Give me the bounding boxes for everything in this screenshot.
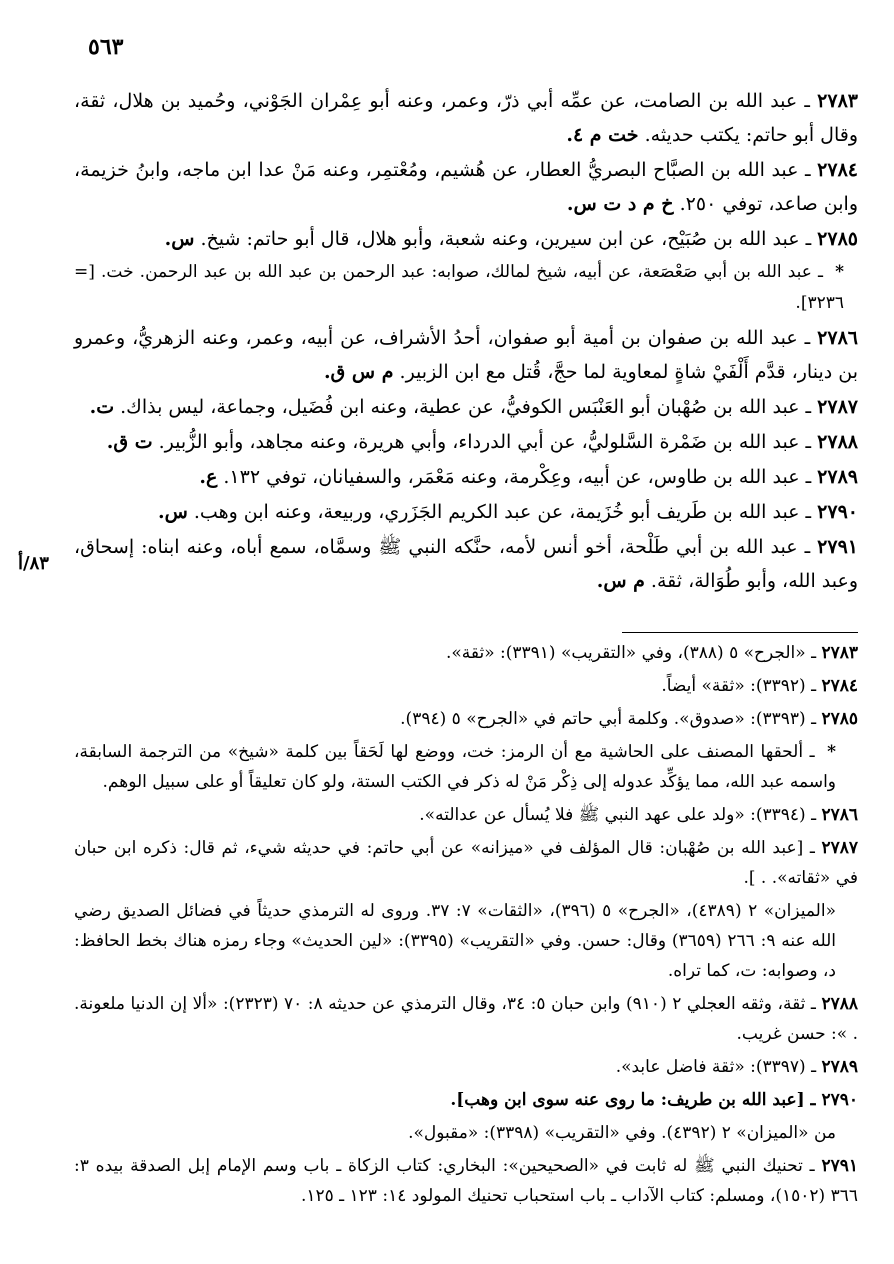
entry-text: ـ عبد الله بن صُهْبان أبو العَنْبَس الكوفيُّ، عن عطية، وعنه ابن فُضَيل، وجماعة، ليس بذاك.	[114, 396, 818, 418]
entry-2788	[74, 425, 858, 459]
footnote-number: ٢٧٨٥	[821, 709, 858, 729]
footnote-number: ٢٧٨٧	[821, 838, 858, 858]
footnote-divider	[622, 632, 858, 633]
star-marker: *	[835, 262, 844, 282]
footnote-text: ـ (٣٣٩٤): «ولد على عهد النبي ﷺ فلا يُسأل عن عدالته».	[419, 805, 822, 825]
footnote-2787	[74, 833, 858, 893]
entry-codes: م س ق.	[323, 361, 394, 383]
entry-number: ٢٧٨٧	[817, 396, 858, 418]
footnote-text: ـ (٣٣٩٣): «صدوق». وكلمة أبي حاتم في «الجرح» ٥ (٣٩٤).	[400, 709, 822, 729]
entry-number: ٢٧٨٣	[817, 90, 858, 112]
footnotes	[74, 638, 858, 1214]
footnote-number: ٢٧٨٩	[821, 1057, 858, 1077]
entry-2783	[74, 84, 858, 152]
footnote-number: ٢٧٩١	[821, 1156, 858, 1176]
entry-text: ـ عبد الله بن طَريف أبو خُزَيمة، عن عبد الكريم الجَزَري، وربيعة، وعنه ابن وهب.	[187, 501, 818, 523]
footnote-2784	[74, 671, 858, 701]
entry-number: ٢٧٨٥	[817, 228, 858, 250]
footnote-2787-continued	[74, 896, 858, 986]
entry-number: ٢٧٩٠	[817, 501, 858, 523]
entry-2787	[74, 390, 858, 424]
star-note-text: ـ عبد الله بن أبي صَعْصَعة، عن أبيه، شيخ لمالك، صوابه: عبد الرحمن بن عبد الله بن عبد الرحمن. خت. [= ٣٢٣٦].	[74, 262, 844, 313]
entry-codes: خت م ٤.	[566, 124, 639, 146]
entry-codes: ت.	[89, 396, 115, 418]
entry-codes: س.	[158, 501, 188, 523]
entry-number: ٢٧٨٦	[817, 327, 858, 349]
footnote-text: ـ (٣٣٩٢): «ثقة» أيضاً.	[661, 676, 822, 696]
footnote-2789	[74, 1052, 858, 1082]
footnote-2785	[74, 704, 858, 734]
footnote-text: «الميزان» ٢ (٤٣٨٩)، «الجرح» ٥ (٣٩٦)، «الثقات» ٧: ٣٧. وروى له الترمذي حديثاً في فضائل الصديق رضي الله عنه ٩: ٢٦٦ (٣٦٥٩) وقال: حسن. وفي «التقريب» (٣٣٩٥): «لين الحديث» وجاء رمزه هناك بخط الحافظ: د، وصوابه: ت، كما تراه.	[74, 901, 836, 981]
biography-entries	[74, 84, 858, 599]
entry-2790	[74, 495, 858, 529]
footnote-text: ـ (٣٣٩٧): «ثقة فاضل عابد».	[615, 1057, 822, 1077]
footnote-2786	[74, 800, 858, 830]
entry-text: ـ عبد الله بن صُبَيْح، عن ابن سيرين، وعنه شعبة، وأبو هلال، قال أبو حاتم: شيخ.	[194, 228, 818, 250]
entry-2791	[74, 530, 858, 598]
manuscript-folio-ref: ٨٣/أ	[18, 553, 49, 574]
entry-codes: س.	[164, 228, 195, 250]
footnote-number: ٢٧٨٣	[821, 643, 858, 663]
footnote-2788	[74, 989, 858, 1049]
footnote-text: ـ ألحقها المصنف على الحاشية مع أن الرمز: خت، ووضع لها لَحَقاً بين كلمة «شيخ» من الترجمة السابقة، واسمه عبد الله، مما يؤكِّد عدوله إلى ذِكْر مَنْ له ذكر في الكتب الستة، ولو كان تعليقاً أو على سبيل الوهم.	[74, 742, 836, 792]
footnote-2791	[74, 1151, 858, 1211]
entry-number: ٢٧٩١	[817, 536, 858, 558]
entry-text: ـ عبد الله بن أبي طَلْحة، أخو أنس لأمه، حنَّكه النبي ﷺ وسمَّاه، سمع أباه، وعنه ابناه: إسحاق، وعبد الله، وأبو طُوَالة، ثقة.	[74, 536, 858, 592]
entry-codes: ع.	[199, 466, 218, 488]
footnote-text: ـ «الجرح» ٥ (٣٨٨)، وفي «التقريب» (٣٣٩١): «ثقة».	[445, 643, 822, 663]
footnote-number: ٢٧٨٦	[821, 805, 858, 825]
footnote-text: من «الميزان» ٢ (٤٣٩٢). وفي «التقريب» (٣٣٩٨): «مقبول».	[408, 1123, 836, 1143]
footnote-number: ٢٧٩٠	[821, 1090, 858, 1110]
entry-text: ـ عبد الله بن طاوس، عن أبيه، وعِكْرمة، وعنه مَعْمَر، والسفيانان، توفي ١٣٢.	[217, 466, 818, 488]
entry-text: ـ عبد الله بن صفوان بن أمية أبو صفوان، أحدُ الأشراف، عن أبيه، وعمر، وعنه الزهريُّ، وعمرو بن دينار، قدَّم أَلْفَيْ شاةٍ لمعاوية لما حجَّ، قُتل مع ابن الزبير.	[74, 327, 858, 383]
star-marker: *	[827, 742, 836, 762]
entry-text: ـ عبد الله بن الصبَّاح البصريُّ العطار، عن هُشيم، ومُعْتمِر، وعنه مَنْ عدا ابن ماجه، وابنُ خزيمة، وابن صاعد، توفي ٢٥٠.	[74, 159, 858, 215]
page-number: ٥٦٣	[88, 34, 124, 60]
entry-2786	[74, 321, 858, 389]
entry-2785	[74, 222, 858, 256]
entry-text: ـ عبد الله بن الصامت، عن عمِّه أبي ذرّ، وعمر، وعنه أبو عِمْران الجَوْني، وحُميد بن هلال، ثقة، وقال أبو حاتم: يكتب حديثه.	[74, 90, 858, 146]
entry-2789	[74, 460, 858, 494]
footnote-text: ـ ثقة، وثقه العجلي ٢ (٩١٠) وابن حبان ٥: ٣٤، وقال الترمذي عن حديثه ٨: ٧٠ (٢٣٢٣): «ألا إن الدنيا ملعونة. . »: حسن غريب.	[74, 994, 858, 1044]
entry-number: ٢٧٨٩	[817, 466, 858, 488]
entry-codes: م س.	[596, 570, 645, 592]
entry-codes: خ م د ت س.	[566, 193, 674, 215]
footnote-text: ـ [عبد الله بن صُهْبان: قال المؤلف في «ميزانه» عن أبي حاتم: في حديثه شيء، ثم قال: ذكره ابن حبان في «ثقاته». . ].	[74, 838, 858, 888]
footnote-number: ٢٧٨٨	[821, 994, 858, 1014]
entry-number: ٢٧٨٨	[817, 431, 858, 453]
entry-2784	[74, 153, 858, 221]
entry-number: ٢٧٨٤	[817, 159, 858, 181]
footnote-2783	[74, 638, 858, 668]
entry-text: ـ عبد الله بن ضَمْرة السَّلوليُّ، عن أبي الدرداء، وأبي هريرة، وعنه مجاهد، وأبو الزُّبير.	[152, 431, 818, 453]
footnote-text: ـ تحنيك النبي ﷺ له ثابت في «الصحيحين»: البخاري: كتاب الزكاة ـ باب وسم الإمام إبل الصدقة بيده ٣: ٣٦٦ (١٥٠٢)، ومسلم: كتاب الآداب ـ باب استحباب تحنيك المولود ١٤: ١٢٣ ـ ١٢٥.	[74, 1156, 858, 1206]
footnote-2790-continued	[74, 1118, 858, 1148]
entry-codes: ت ق.	[106, 431, 153, 453]
footnote-text: ـ [عبد الله بن طريف: ما روى عنه سوى ابن وهب].	[450, 1090, 822, 1110]
footnote-2790	[74, 1085, 858, 1115]
footnote-star-note	[74, 737, 858, 797]
footnote-number: ٢٧٨٤	[821, 676, 858, 696]
star-note-entry	[74, 257, 858, 319]
